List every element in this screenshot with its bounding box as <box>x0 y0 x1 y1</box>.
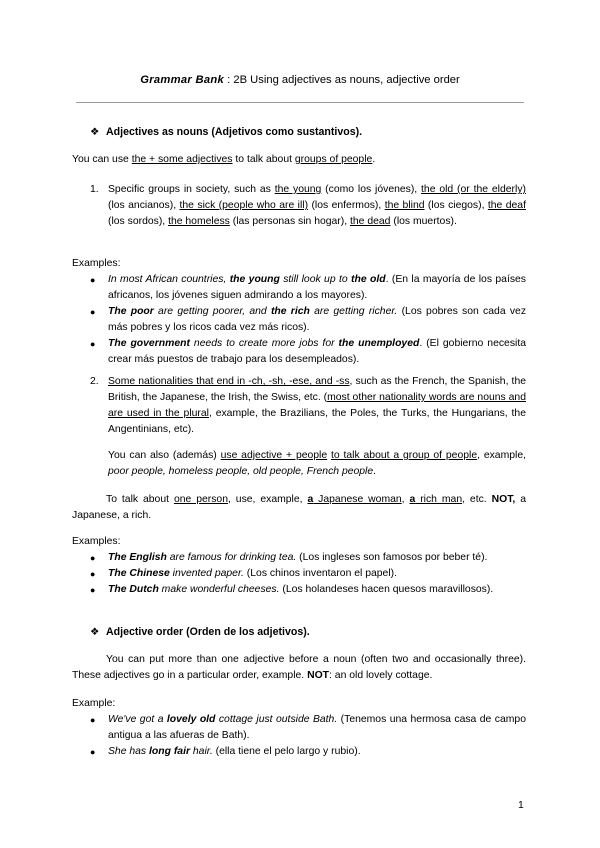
list-item: The English are famous for drinking tea. (Los ingleses son famosos por beber té). <box>108 552 488 563</box>
list-item-nationalities: Some nationalities that end in -ch, -sh, -ese, and -ss, such as the French, the Spanish, the British, the Japanese, the Irish, the Swiss, etc. (most other nationality words are nouns and are used in the plural, example, the Brazilians, the Poles, the Turks, the Hungarians, the Angentinians, etc). <box>108 376 527 435</box>
bullet-icon: ● <box>90 585 96 595</box>
bullet-icon: ● <box>90 307 96 317</box>
example-label: Example: <box>72 698 116 709</box>
title-separator: : <box>224 74 234 86</box>
paragraph-one-person: To talk about one person, use, example, a Japanese woman, a rich man, etc. NOT, a Japanese, a rich. <box>72 494 526 521</box>
section-heading-adjective-order <box>90 624 310 640</box>
bullet-icon: ● <box>90 569 96 579</box>
list-item: The Dutch make wonderful cheeses. (Los holandeses hacen quesos maravillosos). <box>108 584 494 595</box>
paragraph-use-adjective-people: You can also (además) use adjective + people to talk about a group of people, example, poor people, homeless people, old people, French people. <box>108 450 526 477</box>
title-prefix: Grammar Bank <box>140 74 225 86</box>
bullet-icon: ● <box>90 747 96 757</box>
diamond-bullet-icon: ❖ <box>90 126 100 138</box>
title-divider <box>76 102 524 103</box>
list-item-specific-groups: Specific groups in society, such as the young (como los jóvenes), the old (or the elderly) (los ancianos), the sick (people who are ill) (los enfermos), the blind (los ciegos), the deaf (los sordos), the homeless (las personas sin hogar), the dead (los muertos). <box>108 184 526 227</box>
title-main: 2B Using adjectives as nouns, adjective order <box>233 74 460 86</box>
list-item: We've got a lovely old cottage just outside Bath. (Tenemos una hermosa casa de campo antigua a las afueras de Bath). <box>108 714 526 741</box>
paragraph-adjective-order: You can put more than one adjective before a noun (often two and occasionally three). These adjectives go in a particular order, example. NOT: an old lovely cottage. <box>72 654 526 681</box>
page-number: 1 <box>518 800 524 811</box>
diamond-bullet-icon: ❖ <box>90 626 100 638</box>
intro-paragraph: You can use the + some adjectives to talk about groups of people. <box>72 154 376 165</box>
section-heading-adjectives-as-nouns <box>90 124 362 140</box>
page-title <box>0 72 600 88</box>
list-item: In most African countries, the young still look up to the old. (En la mayoría de los países africanos, los jóvenes siguen admirando a los mayores). <box>108 274 527 301</box>
section-heading-text: Adjective order (Orden de los adjetivos). <box>106 626 310 638</box>
list-number: 1. <box>90 184 99 195</box>
bullet-icon: ● <box>90 275 96 285</box>
list-number: 2. <box>90 376 99 387</box>
list-item: She has long fair hair. (ella tiene el pelo largo y rubio). <box>108 746 361 757</box>
examples-label: Examples: <box>72 258 121 269</box>
examples-label: Examples: <box>72 536 121 547</box>
bullet-icon: ● <box>90 715 96 725</box>
bullet-icon: ● <box>90 553 96 563</box>
bullet-icon: ● <box>90 339 96 349</box>
list-item: The government needs to create more jobs for the unemployed. (El gobierno necesita crear más puestos de trabajo para los desempleados). <box>108 338 527 365</box>
list-item: The Chinese invented paper. (Los chinos inventaron el papel). <box>108 568 397 579</box>
section-heading-text: Adjectives as nouns (Adjetivos como sustantivos). <box>106 126 363 138</box>
list-item: The poor are getting poorer, and the rich are getting richer. (Los pobres son cada vez más pobres y los ricos cada vez más ricos). <box>108 306 527 333</box>
